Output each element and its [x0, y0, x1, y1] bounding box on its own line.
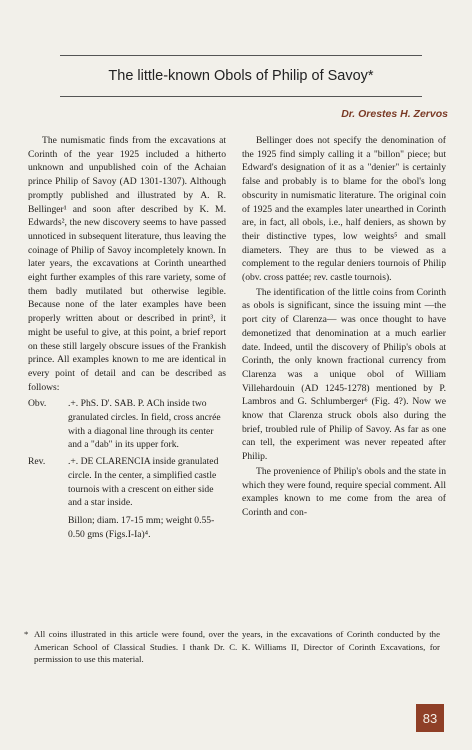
page-number: 83: [416, 704, 444, 732]
footnote-mark: *: [24, 629, 29, 639]
reverse-label: Rev.: [28, 456, 46, 468]
article-title: The little-known Obols of Philip of Savoy*: [108, 68, 374, 84]
reverse-text: .+. DE CLARENCIA inside granulated circle. In the center, a simplified castle tournois with a crescent on either side and a star inside.: [68, 456, 219, 509]
left-column: [28, 134, 226, 541]
coin-measurements: Billon; diam. 17-15 mm; weight 0.55-0.50 gms (Figs.I-Ia)⁴.: [68, 514, 215, 540]
intro-paragraph: The numismatic finds from the excavations at Corinth of the year 1925 included a hitherto unknown and unpublished coin of the Achaian prince Philip of Savoy (AD 1301-1307). Although promptly published and illustrated by A. R. Bellinger¹ and soon after described by K. M. Edwards², the new discovery seems to have passed unnoticed in subsequent literature, thus leaving the coinage of Philip of Savoy incompletely known. In later years, the excavations at Corinth unearthed eight further examples of this rare variety, some of them badly mutilated but otherwise legible. Because none of the later examples have been properly written about or described in print³, it might be useful to give, at this point, a brief report on these still largely obscure issues of the Frankish prince. All examples known to me are identical in every point of detail and can be described as follows:: [28, 135, 226, 393]
provenience-paragraph: The provenience of Philip's obols and the state in which they were found, require special comment. All examples known to me come from the area of Corinth and con-: [242, 465, 446, 518]
obverse-label: Obv.: [28, 398, 47, 410]
footnote: [24, 628, 440, 666]
author-name: Dr. Orestes H. Zervos: [341, 108, 448, 120]
title-box: [60, 55, 422, 97]
obverse-text: .+. PhS. D'. SAB. P. ACh inside two granulated circles. In field, cross ancrée with a diagonal line through its center and a "dab" in its upper fork.: [68, 398, 221, 451]
reverse-description: [28, 455, 226, 510]
obverse-description: [28, 397, 226, 452]
identification-paragraph: The identification of the little coins from Corinth as obols is significant, since the issuing mint —the port city of Clarenza— was once thought to have demonetized that denomination at a much earlier date. Indeed, until the discovery of Philip's obols at Corinth, the only known fractional currency from Clarenza was a unique obol of William Villehardouin (AD 1245-1278) mentioned by P. Lambros and G. Schlumberger⁶ (Fig. 4?). Now we know that Clarenza struck obols also during the brief, troubled rule of Philip of Savoy. As far as one can tell, the experiment was never repeated after Philip.: [242, 286, 446, 463]
denomination-paragraph: Bellinger does not specify the denomination of the 1925 find simply calling it a "billon" piece; but Edward's designation of it as a "denier" is certainly false and probably is to blame for the obol's long obscurity in numismatic literature. The original coin of 1925 and the examples later unearthed in Corinth are, in fact, all obols, i.e., half deniers, as shown by their distinctive types, low weights⁵ and small diameters. They are thus to be viewed as a complement to the regular deniers tournois of Philip (obv. cross pattée; rev. castle tournois).: [242, 135, 446, 284]
footnote-text: All coins illustrated in this article were found, over the years, in the excavations of Corinth conducted by the American School of Classical Studies. I thank Dr. C. K. Williams II, Director of Corinth Excavations, for permission to use this material.: [34, 629, 440, 664]
right-column: [242, 134, 446, 520]
